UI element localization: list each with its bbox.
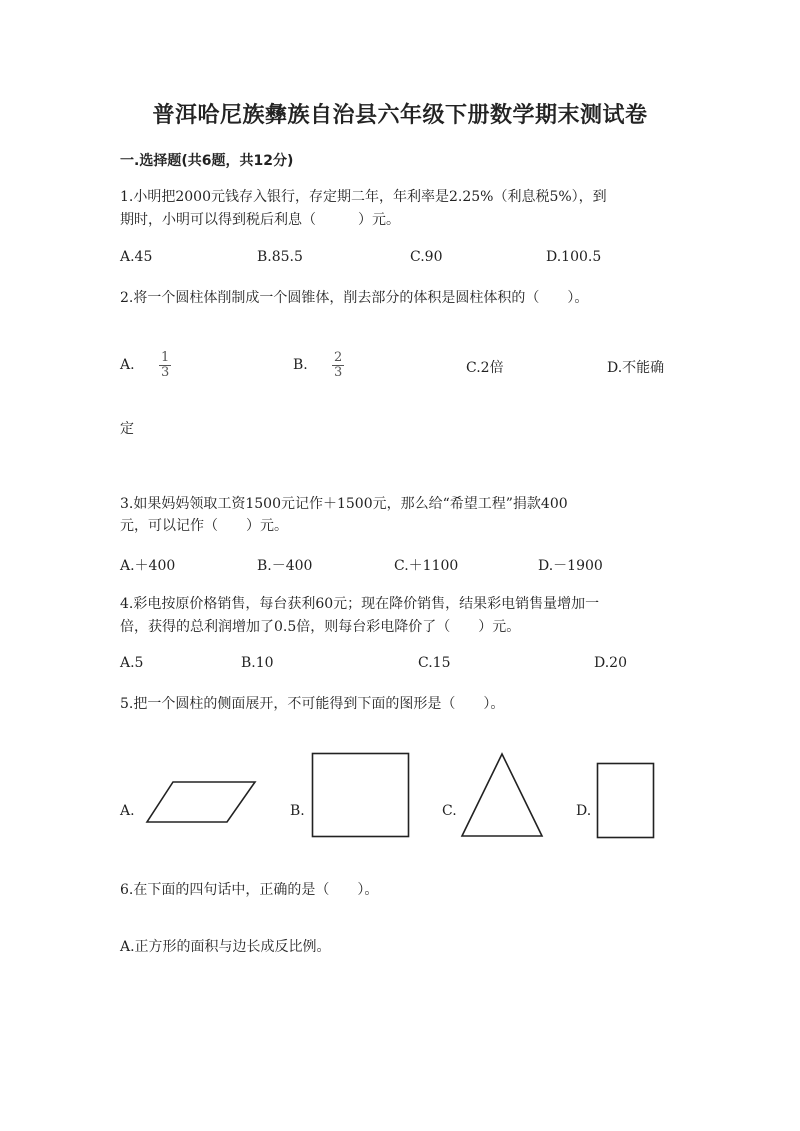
question-1-text-line1: 1.小明把2000元钱存入银行，存定期二年，年利率是2.25%（利息税5%），到 xyxy=(120,189,607,205)
triangle-figure xyxy=(460,752,544,838)
question-2-option-d[interactable]: D.不能确 xyxy=(607,360,665,376)
question-3-text-line2: 元，可以记作（ ）元。 xyxy=(120,518,288,534)
question-2-option-b-label[interactable]: B. xyxy=(293,357,308,373)
question-5-text: 5.把一个圆柱的侧面展开，不可能得到下面的图形是（ ）。 xyxy=(120,696,505,712)
question-2-option-a-label[interactable]: A. xyxy=(120,357,135,373)
question-4-text-line1: 4.彩电按原价格销售，每台获利60元；现在降价销售，结果彩电销售量增加一 xyxy=(120,596,600,612)
question-6-text: 6.在下面的四句话中，正确的是（ ）。 xyxy=(120,882,379,898)
question-5-option-d-label[interactable]: D. xyxy=(576,803,592,819)
question-5-option-a-label[interactable]: A. xyxy=(120,803,135,819)
question-3-option-c[interactable]: C.＋1100 xyxy=(394,558,459,574)
question-2-option-b-fraction xyxy=(332,351,344,380)
question-2-option-c[interactable]: C.2倍 xyxy=(466,360,504,376)
question-3-option-a[interactable]: A.＋400 xyxy=(120,558,176,574)
question-1-option-b[interactable]: B.85.5 xyxy=(257,249,303,265)
section-heading: 一.选择题(共6题，共12分) xyxy=(120,153,294,169)
question-6-option-a[interactable]: A.正方形的面积与边长成反比例。 xyxy=(120,939,331,955)
question-1-option-c[interactable]: C.90 xyxy=(410,249,443,265)
question-2-option-d-continued: 定 xyxy=(120,421,134,437)
question-2-text: 2.将一个圆柱体削制成一个圆锥体，削去部分的体积是圆柱体积的（ ）。 xyxy=(120,290,589,306)
fraction-denominator: 3 xyxy=(334,365,343,380)
large-rectangle-figure xyxy=(311,752,411,838)
parallelogram-figure xyxy=(145,780,260,825)
page-title: 普洱哈尼族彝族自治县六年级下册数学期末测试卷 xyxy=(152,103,648,128)
question-3-option-d[interactable]: D.－1900 xyxy=(538,558,603,574)
fraction-numerator: 1 xyxy=(161,350,170,365)
question-4-option-d[interactable]: D.20 xyxy=(594,655,627,671)
question-4-text-line2: 倍，获得的总利润增加了0.5倍，则每台彩电降价了（ ）元。 xyxy=(120,619,521,635)
question-4-option-a[interactable]: A.5 xyxy=(120,655,144,671)
question-1-option-a[interactable]: A.45 xyxy=(120,249,153,265)
tall-rectangle-figure xyxy=(596,762,656,840)
fraction-denominator: 3 xyxy=(161,365,170,380)
question-4-option-b[interactable]: B.10 xyxy=(241,655,274,671)
question-5-option-c-label[interactable]: C. xyxy=(442,803,457,819)
question-4-option-c[interactable]: C.15 xyxy=(418,655,451,671)
question-3-text-line1: 3.如果妈妈领取工资1500元记作＋1500元，那么给“希望工程”捐款400 xyxy=(120,496,568,512)
question-1-option-d[interactable]: D.100.5 xyxy=(546,249,602,265)
question-5-option-b-label[interactable]: B. xyxy=(290,803,305,819)
fraction-numerator: 2 xyxy=(334,350,343,365)
question-1-text-line2: 期时，小明可以得到税后利息（ ）元。 xyxy=(120,212,400,228)
question-2-option-a-fraction xyxy=(159,351,171,380)
question-3-option-b[interactable]: B.－400 xyxy=(257,558,313,574)
